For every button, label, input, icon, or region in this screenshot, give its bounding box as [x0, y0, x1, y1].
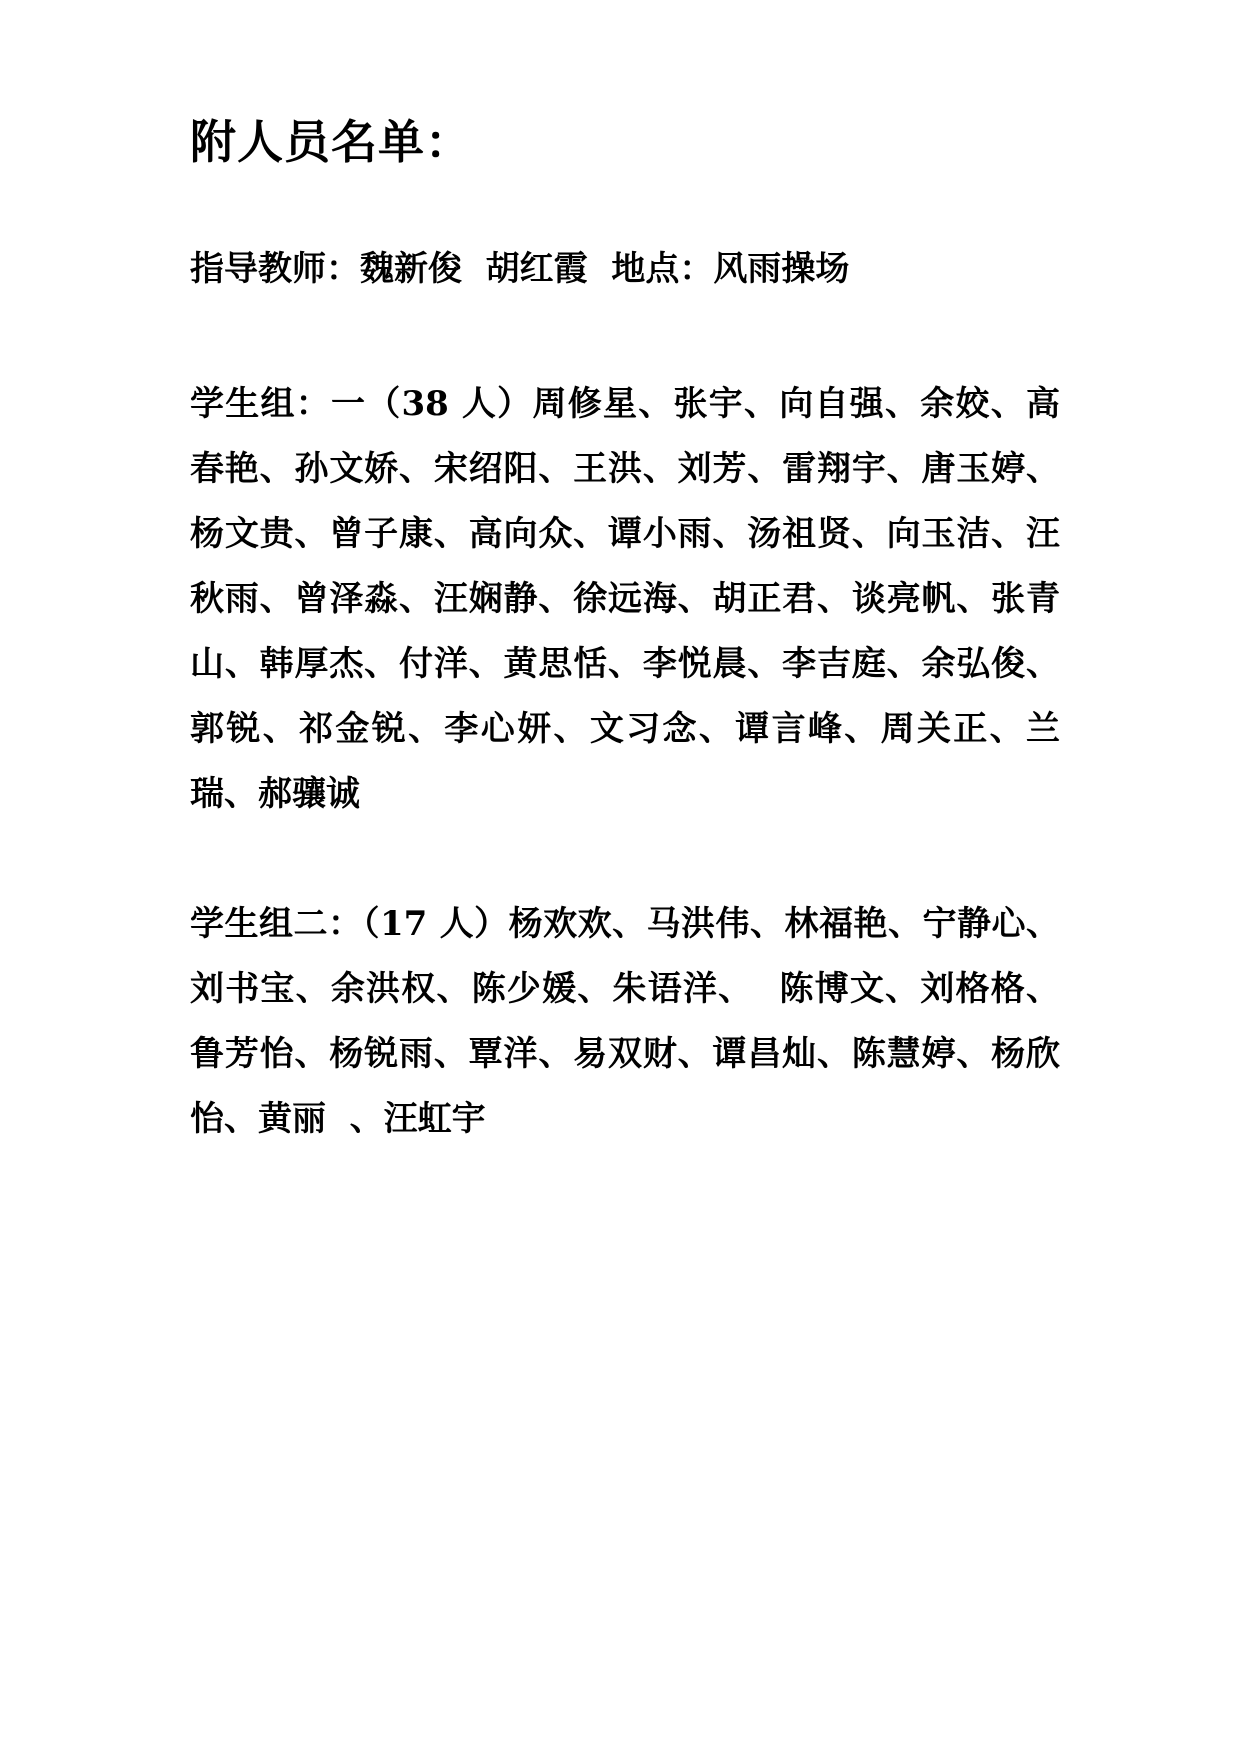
student-group-2-names: 杨欢欢、马洪伟、林福艳、宁静心、刘书宝、余洪权、陈少媛、朱语洋、 陈博文、刘格格、鲁芳怡、杨锐雨、覃洋、易双财、谭昌灿、陈慧婷、杨欣怡、黄丽 、汪虹宇: [190, 904, 1060, 1139]
student-group-1: [190, 372, 1060, 827]
document-title: 附人员名单：: [190, 115, 472, 169]
student-group-1-names: 周修星、张宇、向自强、余姣、高春艳、孙文娇、宋绍阳、王洪、刘芳、雷翔宇、唐玉婷、杨文贵、曾子康、高向众、谭小雨、汤祖贤、向玉洁、汪秋雨、曾泽淼、汪娴静、徐远海、胡正君、谈亮帆、张青山、韩厚杰、付洋、黄思恬、李悦晨、李吉庭、余弘俊、郭锐、祁金锐、李心妍、文习念、谭言峰、周关正、兰瑞、郝骧诚: [190, 384, 1060, 814]
student-group-2-prefix: 学生组二：（17 人）: [190, 904, 509, 944]
student-group-1-prefix: 学生组：一（38 人）: [190, 384, 533, 424]
student-group-2: [190, 892, 1060, 1152]
teachers-location-line: 指导教师：魏新俊 胡红霞 地点：风雨操场: [190, 249, 850, 289]
